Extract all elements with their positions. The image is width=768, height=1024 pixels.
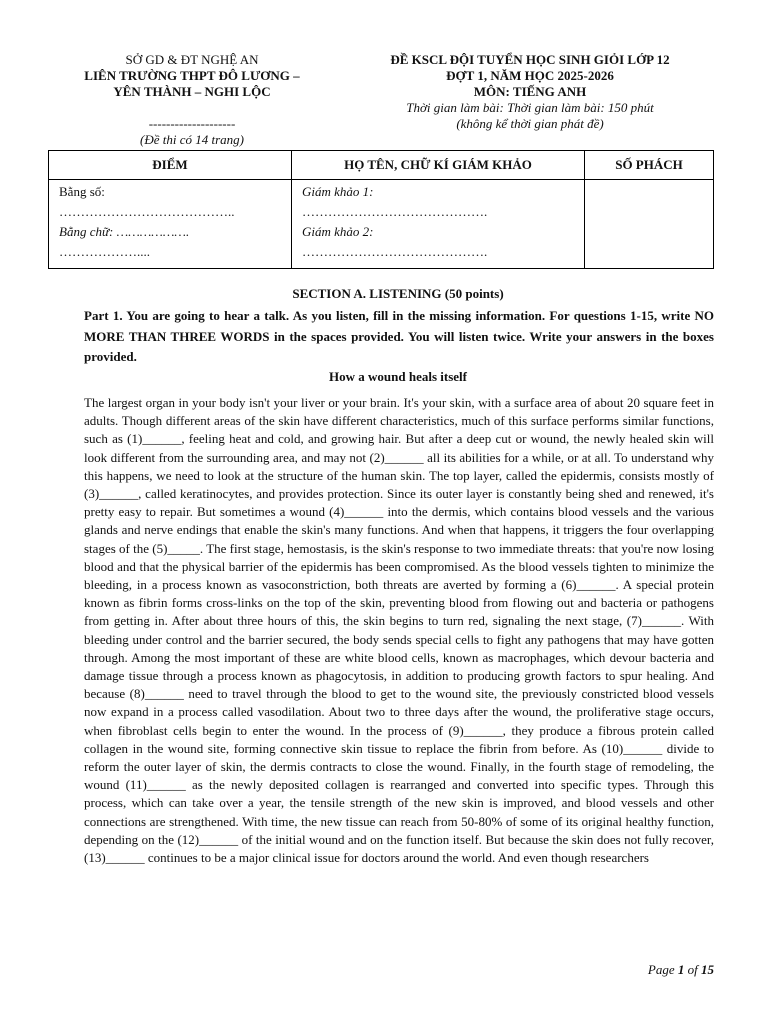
exam-duration-note: (không kể thời gian phát đề) <box>456 116 604 131</box>
header-score: ĐIỂM <box>49 151 292 180</box>
page-count-note: (Đề thi có 14 trang) <box>140 132 244 147</box>
exam-term: ĐỢT 1, NĂM HỌC 2025-2026 <box>446 68 614 83</box>
examiner2-dots: ……………………………………. <box>302 244 488 259</box>
part-instructions: Part 1. You are going to hear a talk. As you listen, fill in the missing information. For questions 1-15, write NO MORE THAN THREE WORDS in the spaces provided. You will listen twice. Write your answers in the boxes provided. <box>84 308 714 364</box>
serial-cell[interactable] <box>585 180 714 269</box>
score-table <box>48 150 714 269</box>
passage-title: How a wound heals itself <box>329 369 467 384</box>
header-serial: SỐ PHÁCH <box>585 151 714 180</box>
school-name-line2: YÊN THÀNH – NGHI LỘC <box>113 84 271 99</box>
examiner1-dots: ……………………………………. <box>302 204 488 219</box>
page-number: 1 <box>677 962 685 977</box>
score-cell[interactable] <box>49 180 292 269</box>
page-footer <box>648 962 714 978</box>
examiner2-label: Giám khảo 2: <box>302 224 374 239</box>
listening-passage: The largest organ in your body isn't your liver or your brain. It's your skin, with a surface area of about 20 square feet in adults. Though different areas of the skin have different characteristics, much of this surface performs similar functions, such as (1)______, feeling heat and cold, and growing hair. But after a deep cut or wound, the newly healed skin will look different from the surrounding area, and may not (2)______ all its abilities for a while, or at all. To understand why this happens, we need to look at the structure of the human skin. The top layer, called the epidermis, consists mostly of (3)______, called keratinocytes, and provides protection. Since its outer layer is constantly being shed and renewed, it's pretty easy to repair. But sometimes a wound (4)______ into the dermis, which contains blood vessels and the various glands and nerve endings that enable the skin's many functions. And when that happens, it triggers the four overlapping stages of the (5)_____. The first stage, hemostasis, is the skin's response to two immediate threats: that you're now losing blood and that the physical barrier of the epidermis has been compromised. As the blood vessels tighten to minimize the bleeding, in a process known as vasoconstriction, both threats are averted by forming a (6)______. A special protein known as fibrin forms cross-links on the top of the skin, preventing blood from flowing out and bacteria or pathogens from getting in. After about three hours of this, the skin begins to turn red, signaling the next stage, (7)______. With bleeding under control and the barrier secured, the body sends special cells to fight any pathogens that may have gotten through. Among the most important of these are white blood cells, known as macrophages, which devour bacteria and damage tissue through a process known as phagocytosis, in addition to producing growth factors to spur healing. And because (8)______ need to travel through the blood to get to the wound site, the previously constricted blood vessels now expand in a process called vasodilation. About two to three days after the wound, the proliferative stage occurs, when fibroblast cells begin to enter the wound. In the process of (9)______, they produce a fibrous protein called collagen in the wound site, forming connective skin tissue to replace the fibrin from before. As (10)______ divide to reform the outer layer of skin, the dermis contracts to close the wound. Finally, in the fourth stage of remodeling, the wound (11)______ as the newly deposited collagen is rearranged and converted into specific types. Through this process, which can take over a year, the tensile strength of the new skin is improved, and blood vessels and other connections are strengthened. With time, the new tissue can reach from 50-80% of some of its original healthy function, depending on the (12)______ of the initial wound and on the function itself. But because the skin does not fully recover, (13)______ continues to be a major clinical issue for doctors around the world. And even though researchers <box>84 395 714 866</box>
page-of: of <box>684 962 701 977</box>
examiner1-label: Giám khảo 1: <box>302 184 374 199</box>
score-table-header-row <box>49 151 714 180</box>
school-name-line1: LIÊN TRƯỜNG THPT ĐÔ LƯƠNG – <box>84 68 300 83</box>
score-words-label: Bằng chữ: ………………. <box>59 224 190 239</box>
exam-duration: Thời gian làm bài: Thời gian làm bài: 150 phút <box>406 100 654 115</box>
score-words-dots: ……………….... <box>59 244 150 259</box>
exam-header <box>340 52 720 132</box>
examiner-cell[interactable] <box>292 180 585 269</box>
page-prefix: Page <box>647 962 678 977</box>
header-examiner: HỌ TÊN, CHỮ KÍ GIÁM KHẢO <box>292 151 585 180</box>
section-title: SECTION A. LISTENING (50 points) <box>292 286 504 301</box>
score-number-dots: ………………………………….. <box>59 204 235 219</box>
divider-dashes: -------------------- <box>148 116 236 131</box>
department-name: SỞ GD & ĐT NGHỆ AN <box>125 52 259 67</box>
school-header <box>54 52 330 148</box>
exam-title: ĐỀ KSCL ĐỘI TUYỂN HỌC SINH GIỎI LỚP 12 <box>390 52 670 67</box>
score-number-label: Bằng số: <box>59 184 105 199</box>
page-total: 15 <box>701 962 714 977</box>
exam-subject: MÔN: TIẾNG ANH <box>473 84 587 99</box>
score-table-body-row <box>49 180 714 269</box>
